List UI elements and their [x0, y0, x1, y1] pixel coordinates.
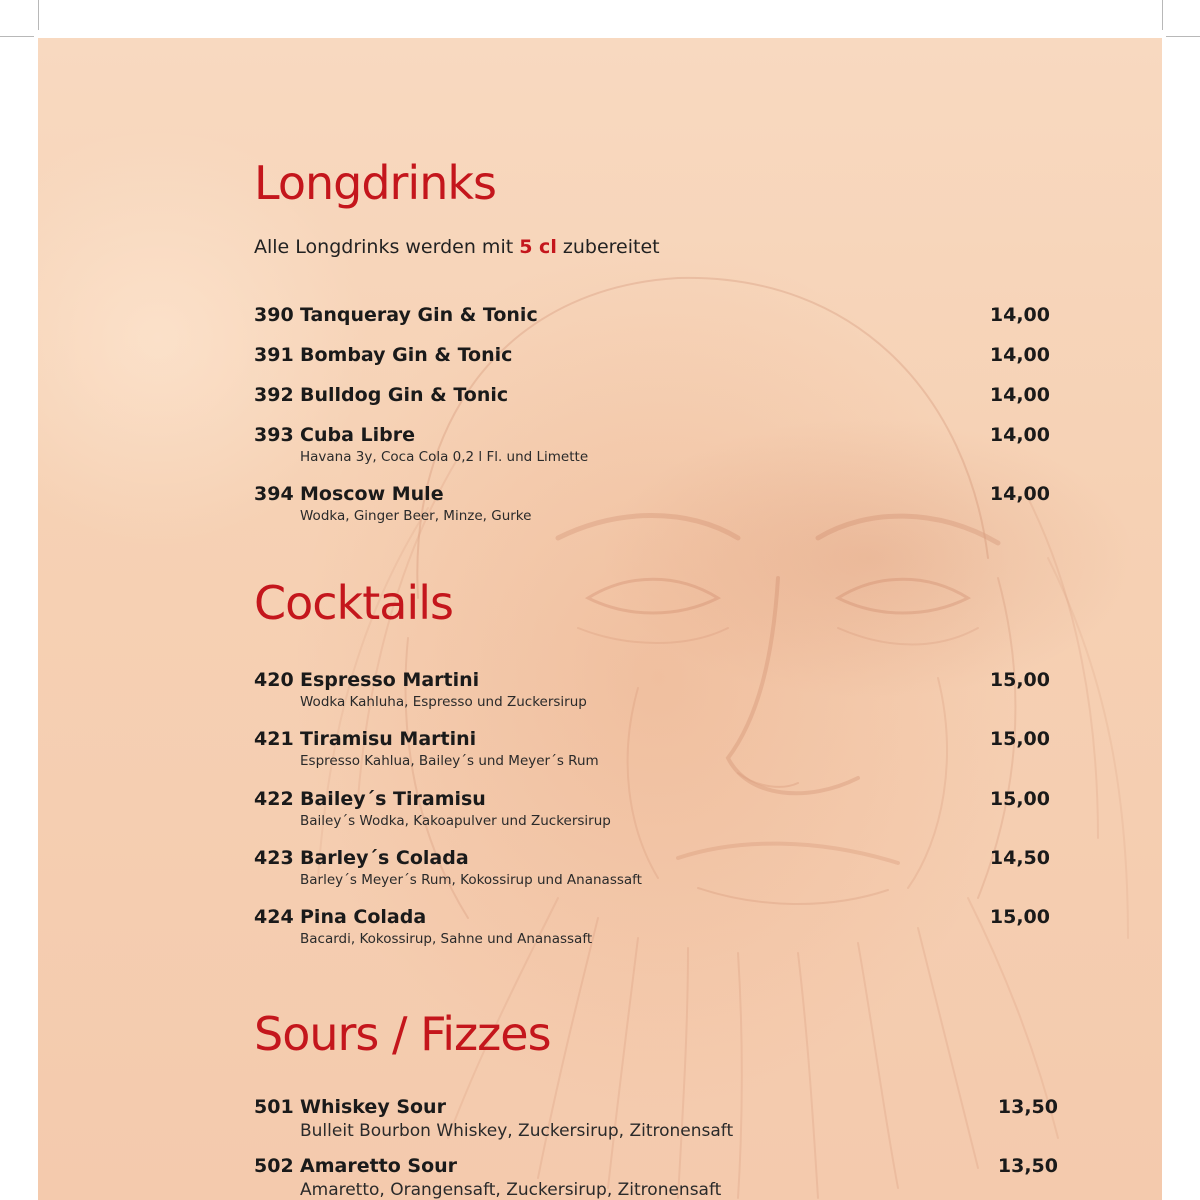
- item-description: Wodka Kahluha, Espresso und Zuckersirup: [300, 694, 587, 710]
- item-number: 501: [254, 1096, 294, 1118]
- item-description: Bacardi, Kokossirup, Sahne und Ananassaft: [300, 931, 593, 947]
- item-name: Espresso Martini: [300, 669, 480, 691]
- item-price: 15,00: [989, 728, 1050, 750]
- item-number: 422: [254, 788, 294, 810]
- menu-item-393: [254, 422, 1054, 466]
- longdrinks-note: [254, 238, 660, 257]
- portrait-sketch-background: [38, 38, 1162, 1200]
- item-number: 390: [254, 304, 294, 326]
- item-number: 423: [254, 847, 294, 869]
- item-price: 13,50: [997, 1096, 1058, 1118]
- item-name: Whiskey Sour: [300, 1096, 446, 1118]
- item-name: Moscow Mule: [300, 483, 444, 505]
- item-price: 14,00: [989, 483, 1050, 505]
- note-highlight: 5 cl: [519, 236, 557, 258]
- item-price: 15,00: [989, 669, 1050, 691]
- item-name: Bombay Gin & Tonic: [300, 344, 513, 366]
- item-description: Amaretto, Orangensaft, Zuckersirup, Zitronensaft: [300, 1180, 722, 1200]
- crop-mark-top-right: [1166, 36, 1200, 37]
- item-number: 391: [254, 344, 294, 366]
- item-name: Bailey´s Tiramisu: [300, 788, 486, 810]
- crop-mark-right: [1162, 0, 1163, 30]
- item-number: 421: [254, 728, 294, 750]
- item-price: 15,00: [989, 906, 1050, 928]
- item-name: Bulldog Gin & Tonic: [300, 384, 509, 406]
- item-number: 424: [254, 906, 294, 928]
- item-name: Pina Colada: [300, 906, 427, 928]
- menu-item-424: [254, 904, 1054, 948]
- item-price: 14,50: [989, 847, 1050, 869]
- item-number: 393: [254, 424, 294, 446]
- menu-item-421: [254, 726, 1054, 770]
- item-name: Cuba Libre: [300, 424, 415, 446]
- item-price: 14,00: [989, 424, 1050, 446]
- note-suffix: zubereitet: [562, 236, 660, 258]
- item-price: 14,00: [989, 344, 1050, 366]
- menu-item-423: [254, 845, 1054, 889]
- note-prefix: Alle Longdrinks werden mit: [254, 236, 514, 258]
- menu-item-392: [254, 382, 1054, 408]
- item-description: Bulleit Bourbon Whiskey, Zuckersirup, Zitronensaft: [300, 1121, 734, 1141]
- crop-mark-top-left: [0, 36, 34, 37]
- crop-mark-left: [38, 0, 39, 30]
- item-number: 394: [254, 483, 294, 505]
- item-description: Barley´s Meyer´s Rum, Kokossirup und Ananassaft: [300, 872, 642, 888]
- item-number: 420: [254, 669, 294, 691]
- item-price: 14,00: [989, 304, 1050, 326]
- menu-item-390: [254, 302, 1054, 328]
- item-description: Bailey´s Wodka, Kakoapulver und Zuckersirup: [300, 813, 611, 829]
- item-description: Havana 3y, Coca Cola 0,2 l Fl. und Limette: [300, 449, 589, 465]
- item-number: 392: [254, 384, 294, 406]
- menu-page: [38, 38, 1162, 1200]
- menu-item-391: [254, 342, 1054, 368]
- section-title-longdrinks: Longdrinks: [254, 156, 496, 210]
- item-price: 13,50: [997, 1155, 1058, 1177]
- menu-item-420: [254, 667, 1054, 711]
- item-name: Tanqueray Gin & Tonic: [300, 304, 538, 326]
- item-name: Barley´s Colada: [300, 847, 469, 869]
- section-title-sours-fizzes: Sours / Fizzes: [254, 1007, 551, 1061]
- item-price: 15,00: [989, 788, 1050, 810]
- menu-item-422: [254, 786, 1054, 830]
- menu-item-394: [254, 481, 1054, 525]
- item-description: Espresso Kahlua, Bailey´s und Meyer´s Rum: [300, 753, 599, 769]
- item-name: Amaretto Sour: [300, 1155, 458, 1177]
- section-title-cocktails: Cocktails: [254, 576, 453, 630]
- item-price: 14,00: [989, 384, 1050, 406]
- menu-item-501: [254, 1094, 1062, 1142]
- item-number: 502: [254, 1155, 294, 1177]
- item-name: Tiramisu Martini: [300, 728, 477, 750]
- menu-item-502: [254, 1153, 1062, 1200]
- item-description: Wodka, Ginger Beer, Minze, Gurke: [300, 508, 532, 524]
